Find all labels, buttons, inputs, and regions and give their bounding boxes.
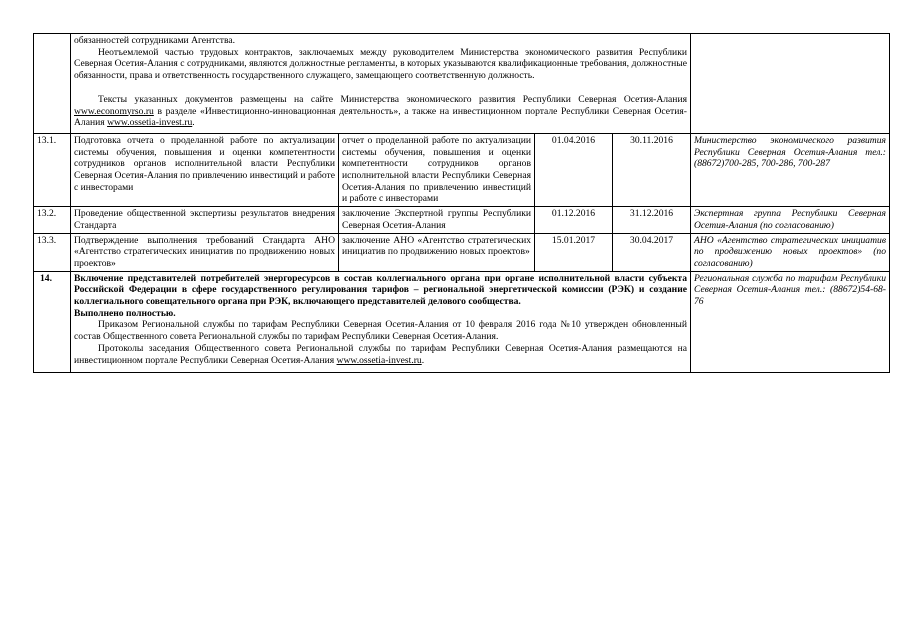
row-responsible: Министерство экономического развития Республики Северная Осетия-Алания тел.: (88672)700-285, 700-286, 700-287 (691, 133, 890, 206)
row-number: 13.1. (34, 133, 71, 206)
cell-resp-empty (691, 34, 890, 134)
row-number: 13.3. (34, 233, 71, 271)
cell-intro-text (71, 34, 691, 134)
row14-content (71, 271, 691, 373)
row-end-date: 30.11.2016 (613, 133, 691, 206)
row14-paragraph-1: Приказом Региональной службы по тарифам Республики Северная Осетия-Алания от 10 февраля 2016 года №10 утвержден обновленный состав Общественного совета Региональной службы по тарифам Республики Северная Осетия-Алания. (74, 319, 687, 343)
row-start-date: 01.12.2016 (535, 207, 613, 233)
row-end-date: 30.04.2017 (613, 233, 691, 271)
link-economyrso[interactable]: www.economyrso.ru (74, 105, 154, 117)
intro-paragraph-2 (74, 94, 687, 129)
row-task: Подготовка отчета о проделанной работе по актуализации системы обучения, повышения и оценки компетентности сотрудников органов исполнительной власти Республики Северная Осетия-Алания по привлечению инвестиций и работе с инвесторами (71, 133, 339, 206)
intro-paragraph-2-text-b: в разделе «Инвестиционно-инновационная деятельность», а также на инвестиционном портале Республики Северная Осетия-Алания (74, 105, 687, 129)
row-number: 14. (34, 271, 71, 373)
row-result: заключение АНО «Агентство стратегических инициатив по продвижению новых проектов» (339, 233, 535, 271)
table-row (34, 133, 890, 206)
intro-paragraph-1: Неотъемлемой частью трудовых контрактов, заключаемых между руководителем Министерства экономического развития Республики Северная Осетия-Алания с сотрудниками, являются должностные регламенты, в которых указываются квалификационные требования, должностные обязанности, права и ответственность государственного служащего, замещающего соответственную должность. (74, 46, 687, 82)
row14-paragraph-2-text-a: Протоколы заседания Общественного совета Региональной службы по тарифам Республики Северная Осетия-Алания размещаются на инвестиционном портале Республики Северная Осетия-Алания (74, 342, 687, 366)
table-row-14 (34, 271, 890, 373)
row14-paragraph-2 (74, 343, 687, 366)
row-number: 13.2. (34, 207, 71, 233)
link-ossetia-invest[interactable]: www.ossetia-invest.ru (107, 117, 193, 129)
link-ossetia-invest-2[interactable]: www.ossetia-invest.ru (336, 354, 422, 366)
table-row-intro (34, 34, 890, 134)
row14-paragraph-2-text-b: . (421, 354, 425, 366)
row-responsible: Региональная служба по тарифам Республики Северная Осетия-Алания тел.: (88672)54-68-76 (691, 271, 890, 373)
row14-heading: Включение представителей потребителей энергоресурсов в состав коллегиального органа при органе исполнительной власти субъекта Российской Федерации в сфере государственного регулирования тарифов – региональной энергетической комиссии (РЭК) и создание коллегиального совещательного органа при РЭК, включающего представителей делового сообщества. (74, 272, 687, 308)
table-row (34, 233, 890, 271)
row-end-date: 31.12.2016 (613, 207, 691, 233)
row14-status: Выполнено полностью. (74, 307, 176, 319)
row-task: Подтверждение выполнения требований Стандарта АНО «Агентство стратегических инициатив по продвижению новых проектов» (71, 233, 339, 271)
row-responsible: АНО «Агентство стратегических инициатив по продвижению новых проектов» (по согласованию) (691, 233, 890, 271)
cell-num-empty (34, 34, 71, 134)
document-table (33, 33, 890, 373)
intro-paragraph-2-text-a: Тексты указанных документов размещены на сайте Министерства экономического развития Республики Северная Осетия-Алания (98, 93, 687, 105)
row-responsible: Экспертная группа Республики Северная Осетия-Алания (по согласованию) (691, 207, 890, 233)
row-task: Проведение общественной экспертизы результатов внедрения Стандарта (71, 207, 339, 233)
row-result: заключение Экспертной группы Республики Северная Осетия-Алания (339, 207, 535, 233)
row-start-date: 15.01.2017 (535, 233, 613, 271)
row-start-date: 01.04.2016 (535, 133, 613, 206)
table-row (34, 207, 890, 233)
intro-line0: обязанностей сотрудниками Агентства. (74, 35, 236, 46)
row-result: отчет о проделанной работе по актуализации системы обучения, повышения и оценки компетентности сотрудников органов исполнительной власти Республики Северная Осетия-Алания по привлечению инвестиций и работе с инвесторами (339, 133, 535, 206)
intro-paragraph-2-text-c: . (192, 117, 195, 129)
